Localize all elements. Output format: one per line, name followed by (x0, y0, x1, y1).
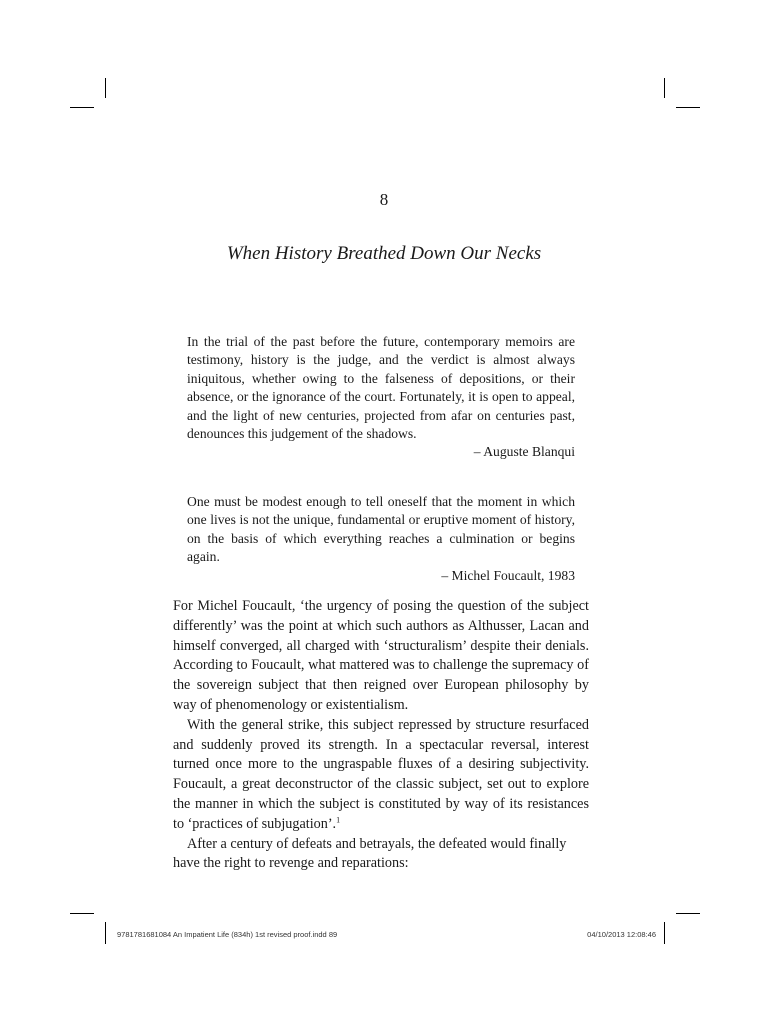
epigraph-attribution: – Auguste Blanqui (473, 444, 575, 460)
chapter-title: When History Breathed Down Our Necks (226, 243, 542, 264)
chapter-number: 8 (379, 190, 389, 209)
crop-mark (676, 107, 700, 108)
crop-mark (105, 922, 106, 944)
crop-mark (70, 107, 94, 108)
paragraph: After a century of defeats and betrayals, the defeated would finally have the right to revenge and reparations: (173, 835, 567, 872)
slug-datetime: 04/10/2013 12:08:46 (587, 930, 656, 939)
crop-mark (664, 78, 665, 98)
crop-mark (105, 78, 106, 98)
crop-mark (676, 913, 700, 914)
epigraph (187, 493, 575, 585)
slug-file: 9781781681084 An Impatient Life (834h) 1st revised proof.indd 89 (117, 930, 338, 939)
epigraph-attribution: – Michel Foucault, 1983 (441, 567, 575, 583)
body-text (173, 597, 589, 874)
paragraph-text: With the general strike, this subject repressed by structure resurfaced and suddenly proved its strength. In a spectacular reversal, interest turned once more to the ungraspable fluxes of a desiring subjectivity. Foucault, a great deconstructor of the classic subject, set out to explore the manner in which the subject is constituted by way of its resistances to ‘practices of subjugation’. (173, 716, 589, 832)
paragraph (173, 716, 589, 835)
epigraph-text: In the trial of the past before the future, contemporary memoirs are testimony, history is the judge, and the verdict is almost always iniquitous, whether owing to the falseness of depositions, or their absence, or the ignorance of the court. Fortunately, it is open to appeal, and the light of new centuries, projected from afar on centuries past, denounces this judgement of the shadows. (187, 334, 575, 442)
crop-mark (70, 913, 94, 914)
footnote-ref[interactable]: 1 (336, 815, 341, 825)
epigraph-text: One must be modest enough to tell oneself that the moment in which one lives is not the unique, fundamental or eruptive moment of history, on the basis of which everything reaches a culmination or begins again. (187, 494, 575, 565)
epigraph (187, 333, 575, 462)
crop-mark (664, 922, 665, 944)
paragraph: For Michel Foucault, ‘the urgency of posing the question of the subject differently’ was the point at which such authors as Althusser, Lacan and himself converged, all charged with ‘structuralism’ despite their denials. According to Foucault, what mattered was to challenge the supremacy of the sovereign subject that then reigned over European philosophy by way of phenomenology or existentialism. (173, 598, 589, 713)
